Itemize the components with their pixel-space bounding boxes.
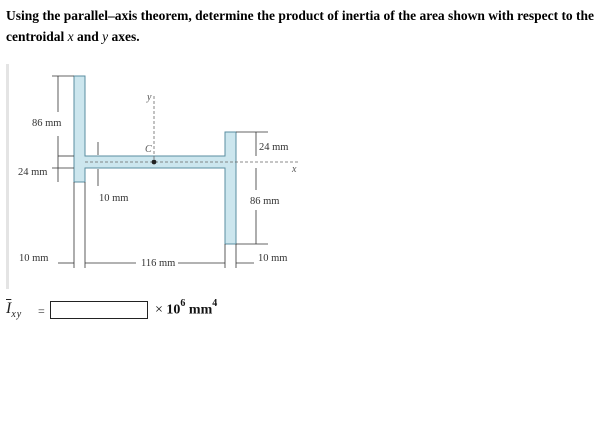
dim-label-24-right: 24 mm xyxy=(259,142,289,153)
centroid-label: C xyxy=(145,144,152,155)
dim-label-86-right: 86 mm xyxy=(250,196,280,207)
figure-panel xyxy=(6,64,322,289)
equals-sign: = xyxy=(38,304,45,318)
dim-label-10-bottom-right: 10 mm xyxy=(258,253,288,264)
question-text: Using the parallel–axis theorem, determine the product of inertia of the area shown with respect to the centroidal x and y axes. xyxy=(6,8,595,44)
y-axis-label: y xyxy=(147,92,152,103)
centroid-point xyxy=(152,160,157,165)
dim-label-10-web: 10 mm xyxy=(99,193,129,204)
ixy-answer-input[interactable] xyxy=(50,301,148,319)
dim-label-24-left: 24 mm xyxy=(18,167,48,178)
y-symbol: y xyxy=(102,29,109,44)
x-axis-label: x xyxy=(292,164,297,175)
ixy-label: $\overline{I}_{xy}$ xyxy=(6,300,23,321)
unit-label: × $10^6$ $mm^4$ xyxy=(155,298,218,318)
dim-label-10-bottom-left: 10 mm xyxy=(19,253,49,264)
dim-label-116: 116 mm xyxy=(141,258,176,269)
x-symbol: x xyxy=(67,29,74,44)
z-section-diagram xyxy=(6,64,322,289)
answer-row xyxy=(6,296,306,326)
dim-label-86-left: 86 mm xyxy=(32,118,62,129)
